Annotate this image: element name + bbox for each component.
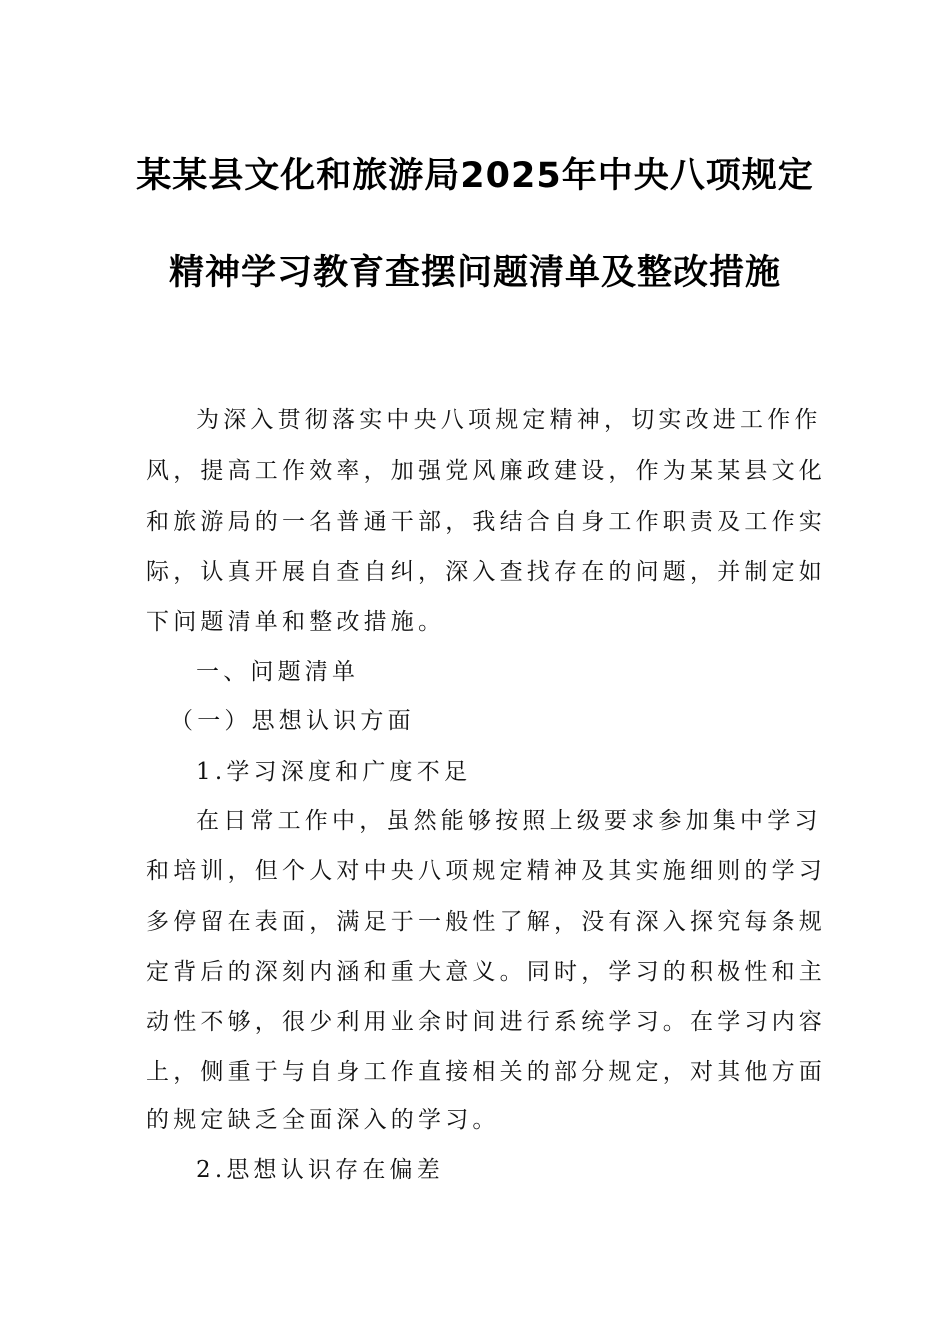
item1-paragraph-line: 的规定缺乏全面深入的学习。 [146,1107,500,1133]
item1-paragraph-line: 上，侧重于与自身工作直接相关的部分规定，对其他方面 [146,1059,826,1085]
item1-paragraph-line: 和培训，但个人对中央八项规定精神及其实施细则的学习 [146,858,826,884]
intro-paragraph-line: 下问题清单和整改措施。 [146,609,446,635]
subsection-heading-ideology: （一）思想认识方面 [170,708,415,734]
intro-paragraph-line: 际，认真开展自查自纠，深入查找存在的问题，并制定如 [146,559,826,585]
item-heading-2: 2.思想认识存在偏差 [196,1157,444,1183]
section-heading-problem-list: 一、问题清单 [196,659,360,685]
item1-paragraph-line: 在日常工作中，虽然能够按照上级要求参加集中学习 [196,808,822,834]
document-title-line-2: 精神学习教育查摆问题清单及整改措施 [168,253,781,293]
intro-paragraph-line: 为深入贯彻落实中央八项规定精神，切实改进工作作 [196,407,822,433]
document-title-line-1: 某某县文化和旅游局2025年中央八项规定 [136,156,814,196]
item-heading-1: 1.学习深度和广度不足 [196,759,472,785]
intro-paragraph-line: 和旅游局的一名普通干部，我结合自身工作职责及工作实 [146,509,826,535]
intro-paragraph-line: 风，提高工作效率，加强党风廉政建设，作为某某县文化 [146,458,826,484]
item1-paragraph-line: 动性不够，很少利用业余时间进行系统学习。在学习内容 [146,1009,826,1035]
item1-paragraph-line: 多停留在表面，满足于一般性了解，没有深入探究每条规 [146,909,826,935]
item1-paragraph-line: 定背后的深刻内涵和重大意义。同时，学习的积极性和主 [146,959,826,985]
